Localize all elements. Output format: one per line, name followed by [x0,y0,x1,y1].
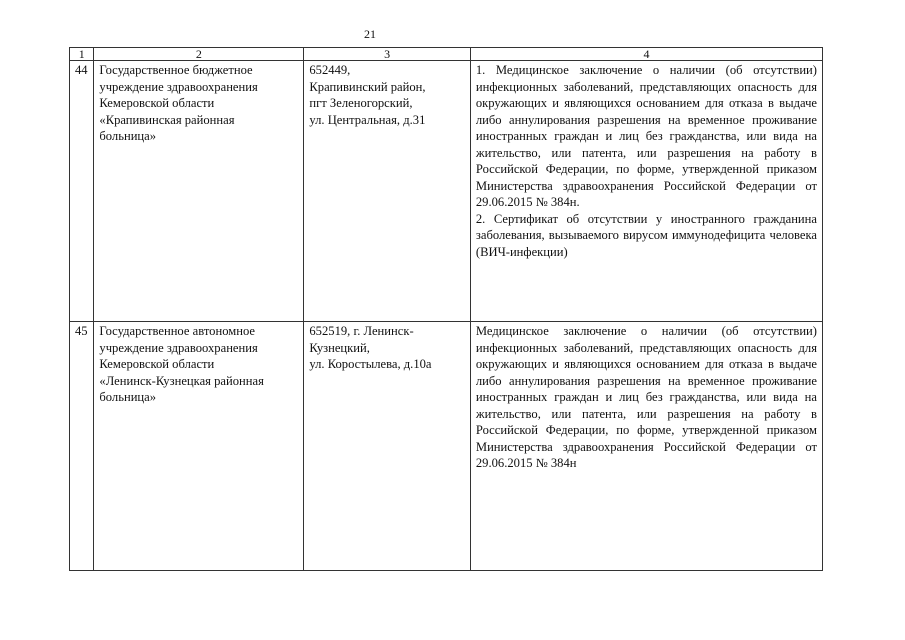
table-header-row [70,48,823,61]
organization-line: больница» [99,129,157,143]
document-table [69,47,823,571]
row-number: 44 [70,61,94,322]
organization-line: учреждение здравоохранения [99,79,258,94]
header-cell-3: 3 [304,48,471,61]
address-cell [304,61,471,322]
address-line: 652449, [309,63,351,77]
address-line: пгт Зеленогорский, [309,96,413,110]
organization-cell [94,322,304,571]
row-number: 45 [70,322,94,571]
table-row [70,322,823,571]
organization-line: Государственное бюджетное [99,63,253,77]
address-cell [304,322,471,571]
documents-cell [470,61,822,322]
address-line: ул. Центральная, д.31 [309,112,426,127]
organization-line: «Ленинск-Кузнецкая районная [99,373,264,388]
header-cell-2: 2 [94,48,304,61]
documents-cell [470,322,822,571]
organization-line: учреждение здравоохранения [99,340,258,355]
header-cell-4: 4 [470,48,822,61]
document-item: 2. Сертификат об отсутствии у иностранного гражданина заболевания, вызываемого вирусом иммунодефицита человека (ВИЧ-инфекции) [475,211,817,259]
document-item: Медицинское заключение о наличии (об отсутствии) инфекционных заболеваний, представляющих опасность для окружающих и являющихся основанием для отказа в выдаче либо аннулирования разрешения на временное проживание иностранных граждан и лиц без гражданства, или вида на жительство, или патента, или разрешения на работу в Российской Федерации, по форме, утвержденной приказом Министерства здравоохранения Российской Федерации от 29.06.2015 № 384н [475,324,817,470]
address-line: Кузнецкий, [309,340,370,355]
header-cell-1: 1 [70,48,94,61]
address-line: 652519, г. Ленинск- [309,324,414,338]
organization-line: Кемеровской области [99,357,215,371]
organization-line: Кемеровской области [99,96,215,110]
organization-line: больница» [99,390,157,404]
organization-line: «Крапивинская районная [99,112,235,127]
organization-line: Государственное автономное [99,324,256,338]
address-line: Крапивинский район, [309,79,426,94]
document-item: 1. Медицинское заключение о наличии (об отсутствии) инфекционных заболеваний, представляющих опасность для окружающих и являющихся основанием для отказа в выдаче либо аннулирования разрешения на временное проживание иностранных граждан и лиц без гражданства, или вида на жительство, или патента, или разрешения на работу в Российской Федерации, по форме, утвержденной приказом Министерства здравоохранения Российской Федерации от 29.06.2015 № 384н. [475,63,817,209]
page-number: 21 [364,27,376,41]
organization-cell [94,61,304,322]
table-row [70,61,823,322]
address-line: ул. Коростылева, д.10а [309,357,432,371]
